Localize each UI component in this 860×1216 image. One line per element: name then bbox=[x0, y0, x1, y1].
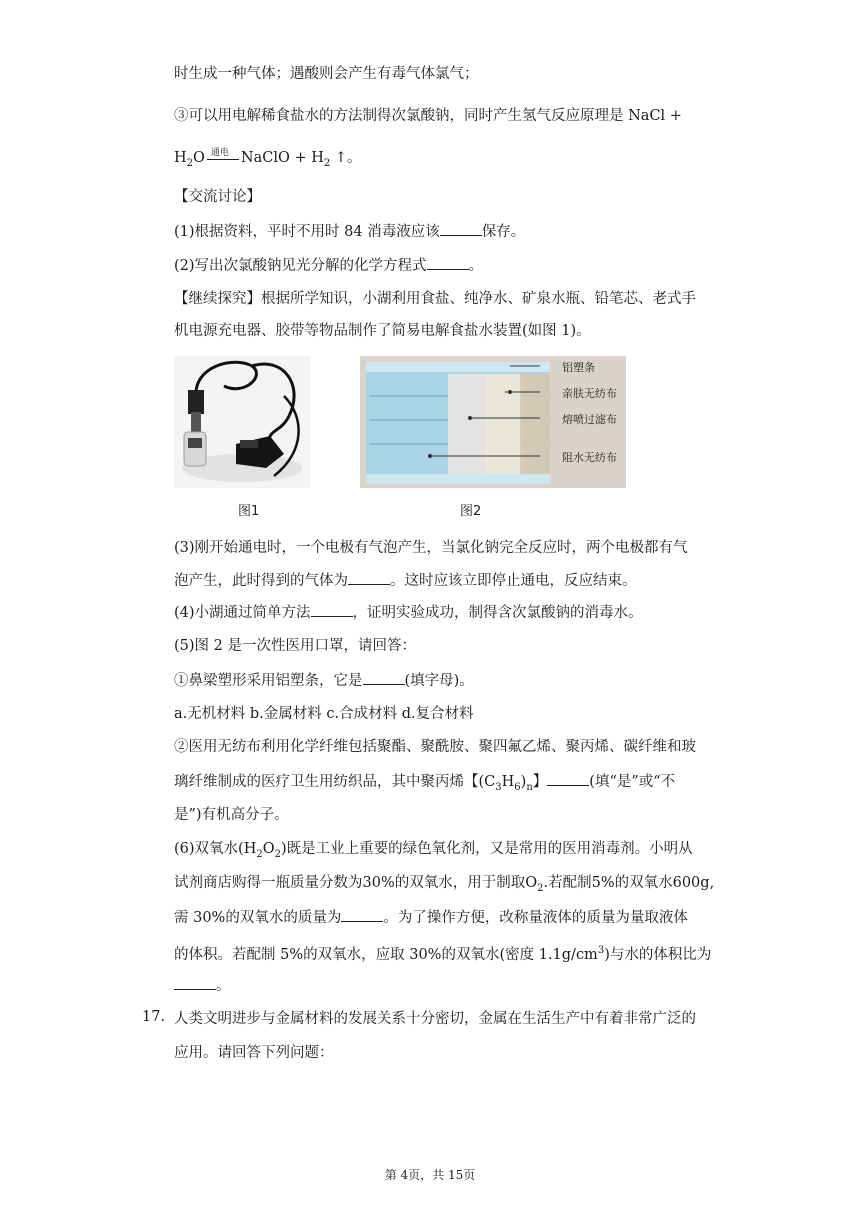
question-17-line-2: 应用。请回答下列问题： bbox=[174, 1045, 334, 1061]
figure-1-caption: 图1 bbox=[238, 504, 260, 519]
mask-label-aluminum-strip: 铝塑条 bbox=[562, 361, 595, 374]
question-5: (5)图 2 是一次性医用口罩，请回答： bbox=[174, 638, 416, 654]
figure-1-image bbox=[174, 356, 310, 488]
question-17-line-1: 人类文明进步与金属材料的发展关系十分密切，金属在生活生产中有着非常广泛的 bbox=[174, 1011, 696, 1027]
answer-blank bbox=[348, 570, 390, 585]
reaction-arrow: 通电 bbox=[207, 157, 239, 160]
question-6-volume: 的体积。若配制 5%的双氧水，应取 30%的双氧水(密度 $1.1g/cm^3$)与水的体积比为 bbox=[174, 945, 712, 963]
question-6: (6)双氧水$(H_2O_2)$既是工业上重要的绿色氧化剂，又是常用的医用消毒剂。小明从 bbox=[174, 841, 693, 860]
text-line-8: 机电源充电器、胶带等物品制作了简易电解食盐水装置(如图 1)。 bbox=[174, 323, 591, 339]
mask-label-waterproof-fabric: 阻水无纺布 bbox=[562, 451, 617, 464]
mask-label-meltblown: 熔喷过滤布 bbox=[562, 413, 617, 426]
question-5-1: ①鼻梁塑形采用铝塑条，它是 (填字母)。 bbox=[174, 670, 474, 691]
question-1: (1)根据资料，平时不用时 84 消毒液应该 保存。 bbox=[174, 221, 525, 242]
question-3: (3)刚开始通电时，一个电极有气泡产生，当氯化钠完全反应时，两个电极都有气 bbox=[174, 540, 688, 556]
question-5-2-cont: 璃纤维制成的医疗卫生用纺织品，其中聚丙烯【$(C_3H_6)_n$】 (填“是”或“不 bbox=[174, 771, 675, 798]
question-6-cont: 试剂商店购得一瓶质量分数为30%的双氧水，用于制取$O_2$.若配制5%的双氧水600g, bbox=[174, 875, 715, 894]
answer-blank bbox=[311, 602, 353, 617]
question-2: (2)写出次氯酸钠见光分解的化学方程式 。 bbox=[174, 255, 483, 276]
equation-line: $H_2O$ 通电 NaClO + $H_2$ ↑。 bbox=[174, 147, 362, 169]
figure-2-caption: 图2 bbox=[460, 504, 482, 519]
question-3-cont: 泡产生，此时得到的气体为 。这时应该立即停止通电，反应结束。 bbox=[174, 570, 637, 591]
question-17-number: 17. bbox=[142, 1009, 166, 1025]
question-6-mass: 需 30%的双氧水的质量为 。为了操作方便，改称量液体的质量为量取液体 bbox=[174, 907, 688, 928]
answer-blank bbox=[363, 670, 405, 685]
answer-blank bbox=[440, 221, 482, 236]
section-heading-explore: 【继续探究】根据所学知识，小湖利用食盐、纯净水、矿泉水瓶、铅笔芯、老式手 bbox=[174, 291, 696, 307]
answer-blank bbox=[174, 975, 216, 990]
answer-blank bbox=[427, 255, 469, 270]
page-footer: 第 4页，共 15页 bbox=[384, 1168, 476, 1182]
mask-label-skin-fabric: 亲肤无纺布 bbox=[562, 387, 617, 400]
question-5-2-end: 是”)有机高分子。 bbox=[174, 807, 289, 823]
question-6-end: 。 bbox=[174, 975, 231, 996]
question-4: (4)小湖通过简单方法 ，证明实验成功，制得含次氯酸钠的消毒水。 bbox=[174, 602, 643, 623]
question-5-2: ②医用无纺布利用化学纤维包括聚酯、聚酰胺、聚四氟乙烯、聚丙烯、碳纤维和玻 bbox=[174, 739, 696, 755]
answer-blank bbox=[547, 771, 589, 786]
question-5-options: a.无机材料 b.金属材料 c.合成材料 d.复合材料 bbox=[174, 706, 474, 722]
text-line-1: 时生成一种气体；遇酸则会产生有毒气体氯气； bbox=[174, 66, 479, 82]
text-line-2: ③可以用电解稀食盐水的方法制得次氯酸钠，同时产生氢气反应原理是 NaCl + bbox=[174, 108, 682, 124]
section-heading-discussion: 【交流讨论】 bbox=[174, 189, 261, 205]
answer-blank bbox=[341, 907, 383, 922]
